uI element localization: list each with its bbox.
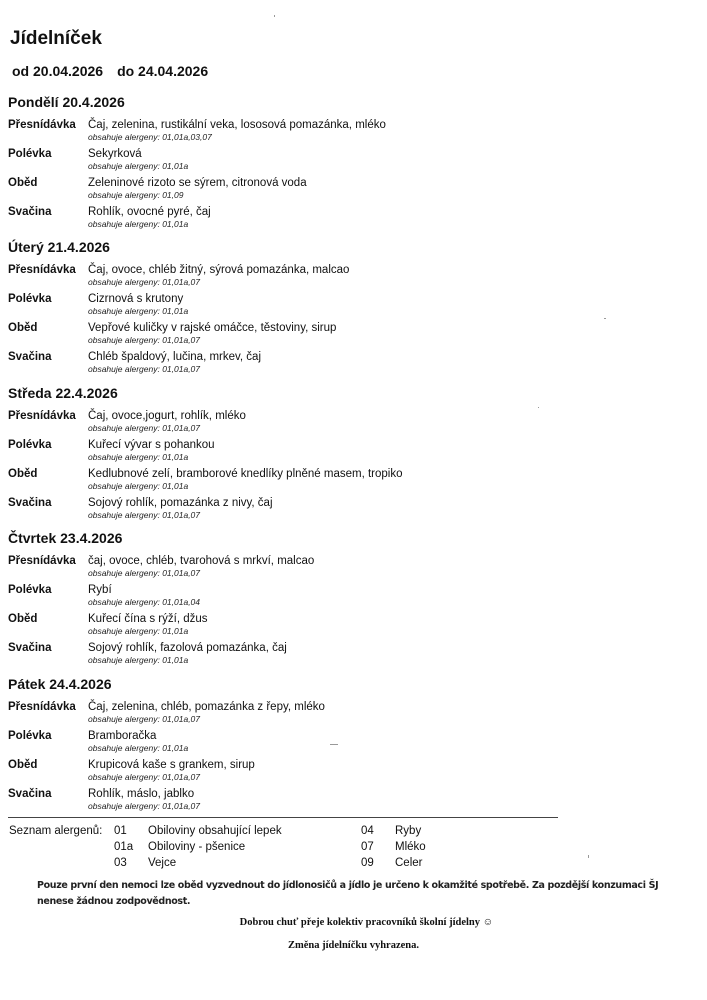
meal-name: Rohlík, máslo, jablko — [88, 788, 195, 800]
meal-name: Rohlík, ovocné pyré, čaj — [88, 206, 211, 218]
scan-speck — [274, 15, 275, 17]
allergen-legend-label: Seznam alergenů: — [9, 825, 103, 837]
meal-name: Bramboračka — [88, 730, 157, 742]
meal-name: Kuřecí čína s rýží, džus — [88, 613, 208, 625]
meal-label: Svačina — [8, 642, 52, 654]
day-section — [8, 529, 568, 670]
allergen-name: Celer — [395, 857, 423, 869]
meal-row — [8, 176, 568, 205]
meal-name: Sekyrková — [88, 148, 142, 160]
meal-row — [8, 263, 568, 292]
meal-row — [8, 700, 568, 729]
allergen-code: 01a — [114, 841, 134, 853]
meal-label: Oběd — [8, 468, 38, 480]
meal-name: Krupicová kaše s grankem, sirup — [88, 759, 255, 771]
closing-wish: Dobrou chuť přeje kolektiv pracovníků školní jídelny ☺ — [239, 917, 494, 928]
meal-label: Oběd — [8, 177, 38, 189]
meal-row — [8, 321, 568, 350]
meal-label: Přesnídávka — [8, 264, 76, 276]
meal-allergens: obsahuje alergeny: 01,01a — [88, 743, 189, 753]
allergen-code: 03 — [114, 857, 127, 869]
day-title: Pátek 24.4.2026 — [8, 676, 112, 692]
day-title: Čtvrtek 23.4.2026 — [8, 530, 123, 546]
meal-allergens: obsahuje alergeny: 01,01a — [88, 626, 189, 636]
meal-allergens: obsahuje alergeny: 01,01a — [88, 655, 189, 665]
meal-label: Svačina — [8, 206, 52, 218]
meal-name: Chléb špaldový, lučina, mrkev, čaj — [88, 351, 261, 363]
meal-label: Polévka — [8, 584, 52, 596]
scan-speck — [604, 318, 606, 319]
allergen-code: 09 — [361, 857, 374, 869]
meal-allergens: obsahuje alergeny: 01,01a,07 — [88, 568, 201, 578]
day-section — [8, 93, 568, 234]
meal-label: Svačina — [8, 497, 52, 509]
meal-label: Svačina — [8, 351, 52, 363]
meal-row — [8, 438, 568, 467]
meal-label: Oběd — [8, 759, 38, 771]
meal-name: Čaj, zelenina, chléb, pomazánka z řepy, mléko — [88, 701, 325, 713]
page-title: Jídelníček — [10, 28, 102, 49]
pickup-notice: Pouze první den nemoci lze oběd vyzvednout do jídlonosičů a jídlo je určeno k okamžité spotřebě. Za pozdější konzumaci ŠJ nenese žádnou zodpovědnost. — [37, 880, 659, 907]
meal-name: Zeleninové rizoto se sýrem, citronová voda — [88, 177, 307, 189]
meal-row — [8, 641, 568, 670]
meal-allergens: obsahuje alergeny: 01,01a — [88, 452, 189, 462]
meal-name: Čaj, ovoce, chléb žitný, sýrová pomazánka, malcao — [88, 264, 350, 276]
meal-label: Přesnídávka — [8, 701, 76, 713]
meal-label: Přesnídávka — [8, 555, 76, 567]
meal-name: Čaj, ovoce,jogurt, rohlík, mléko — [88, 410, 246, 422]
allergen-name: Obiloviny - pšenice — [148, 841, 246, 853]
meal-row — [8, 554, 568, 583]
day-title: Středa 22.4.2026 — [8, 385, 118, 401]
allergen-name: Vejce — [148, 857, 177, 869]
meal-label: Polévka — [8, 293, 52, 305]
meal-name: Cizrnová s krutony — [88, 293, 184, 305]
meal-label: Přesnídávka — [8, 119, 76, 131]
meal-allergens: obsahuje alergeny: 01,01a,07 — [88, 423, 201, 433]
scan-speck — [330, 744, 338, 745]
meal-row — [8, 467, 568, 496]
meal-name: Čaj, zelenina, rustikální veka, lososová pomazánka, mléko — [88, 119, 386, 131]
day-section — [8, 384, 568, 525]
meal-allergens: obsahuje alergeny: 01,01a,07 — [88, 801, 201, 811]
meal-row — [8, 118, 568, 147]
meal-name: Sojový rohlík, pomazánka z nivy, čaj — [88, 497, 273, 509]
meal-name: Kuřecí vývar s pohankou — [88, 439, 215, 451]
meal-allergens: obsahuje alergeny: 01,01a,07 — [88, 714, 201, 724]
meal-allergens: obsahuje alergeny: 01,01a,03,07 — [88, 132, 212, 142]
meal-name: Rybí — [88, 584, 112, 596]
meal-label: Polévka — [8, 730, 52, 742]
meal-label: Oběd — [8, 322, 38, 334]
scan-speck — [538, 407, 539, 408]
change-disclaimer: Změna jídelníčku vyhrazena. — [288, 940, 419, 951]
allergen-code: 01 — [114, 825, 127, 837]
meal-label: Přesnídávka — [8, 410, 76, 422]
meal-allergens: obsahuje alergeny: 01,01a,07 — [88, 335, 201, 345]
date-to: do 24.04.2026 — [117, 63, 209, 79]
meal-label: Polévka — [8, 148, 52, 160]
meal-label: Svačina — [8, 788, 52, 800]
meal-allergens: obsahuje alergeny: 01,09 — [88, 190, 184, 200]
meal-name: čaj, ovoce, chléb, tvarohová s mrkví, malcao — [88, 555, 315, 567]
meal-name: Sojový rohlík, fazolová pomazánka, čaj — [88, 642, 287, 654]
allergen-name: Mléko — [395, 841, 426, 853]
meal-name: Vepřové kuličky v rajské omáčce, těstoviny, sirup — [88, 322, 337, 334]
day-title: Pondělí 20.4.2026 — [8, 94, 125, 110]
day-section — [8, 238, 568, 379]
meal-allergens: obsahuje alergeny: 01,01a — [88, 481, 189, 491]
meal-allergens: obsahuje alergeny: 01,01a — [88, 219, 189, 229]
day-title: Úterý 21.4.2026 — [8, 239, 110, 255]
meal-row — [8, 292, 568, 321]
meal-allergens: obsahuje alergeny: 01,01a — [88, 306, 189, 316]
meal-allergens: obsahuje alergeny: 01,01a,04 — [88, 597, 201, 607]
meal-row — [8, 583, 568, 612]
meal-allergens: obsahuje alergeny: 01,01a,07 — [88, 364, 201, 374]
scan-speck — [588, 855, 589, 858]
allergen-name: Obiloviny obsahující lepek — [148, 825, 282, 837]
date-from: od 20.04.2026 — [12, 63, 104, 79]
meal-row — [8, 496, 568, 525]
meal-row — [8, 758, 568, 787]
allergen-code: 07 — [361, 841, 374, 853]
meal-row — [8, 147, 568, 176]
meal-label: Polévka — [8, 439, 52, 451]
meal-allergens: obsahuje alergeny: 01,01a,07 — [88, 510, 201, 520]
meal-allergens: obsahuje alergeny: 01,01a — [88, 161, 189, 171]
meal-allergens: obsahuje alergeny: 01,01a,07 — [88, 277, 201, 287]
meal-name: Kedlubnové zelí, bramborové knedlíky plněné masem, tropiko — [88, 468, 403, 480]
meal-row — [8, 409, 568, 438]
meal-row — [8, 205, 568, 234]
meal-allergens: obsahuje alergeny: 01,01a,07 — [88, 772, 201, 782]
allergen-name: Ryby — [395, 825, 422, 837]
allergen-code: 04 — [361, 825, 374, 837]
meal-row — [8, 350, 568, 379]
meal-row — [8, 612, 568, 641]
date-range — [12, 63, 208, 79]
meal-row — [8, 787, 568, 816]
meal-label: Oběd — [8, 613, 38, 625]
day-section — [8, 675, 568, 816]
meal-row — [8, 729, 568, 758]
divider — [8, 817, 558, 818]
